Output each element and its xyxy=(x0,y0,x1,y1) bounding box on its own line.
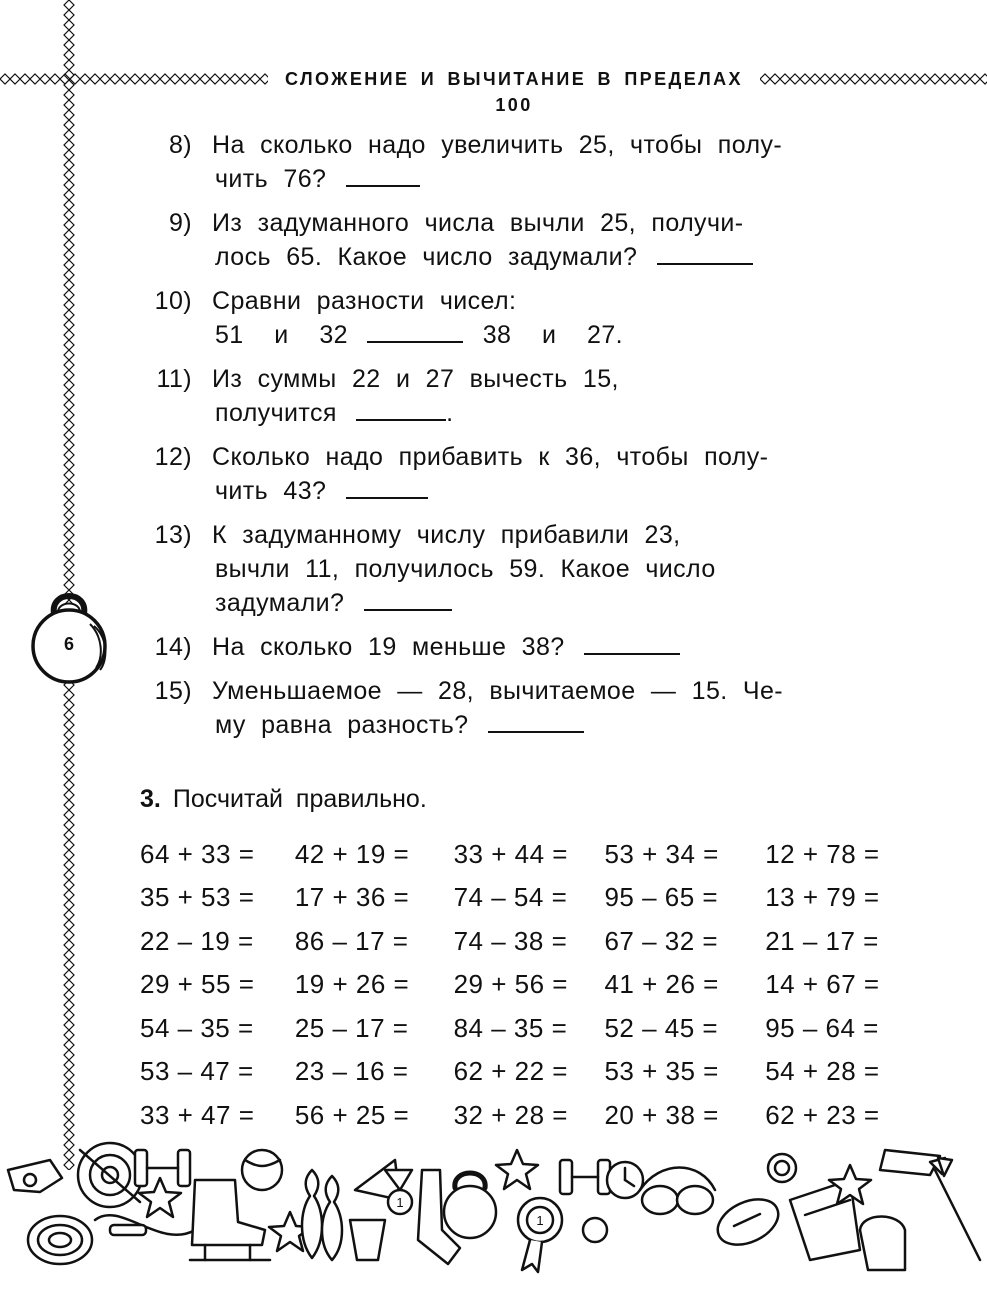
task-text: Сравни разности чисел: xyxy=(212,287,517,315)
equation-row xyxy=(140,919,920,963)
task-text: На сколько 19 меньше 38? xyxy=(212,633,565,661)
equation-grid xyxy=(140,832,920,1137)
equation: 19 + 26 = xyxy=(294,969,410,1000)
answer-blank[interactable] xyxy=(367,319,463,343)
equation: 53 + 34 = xyxy=(604,838,719,869)
dumbbell-icon xyxy=(560,1160,610,1194)
task-text: 38 и 27. xyxy=(482,321,623,349)
answer-blank[interactable] xyxy=(356,397,446,421)
task-number: 15) xyxy=(154,677,192,705)
equation: 54 – 35 = xyxy=(140,1012,254,1043)
task-text: Уменьшаемое — 28, вычитаемое — 15. Че- xyxy=(212,677,784,705)
equation-row xyxy=(140,876,920,920)
equation: 33 + 44 = xyxy=(453,838,568,869)
task-number: 12) xyxy=(154,443,192,471)
section-3-heading xyxy=(140,782,427,816)
whistle-icon xyxy=(8,1160,62,1192)
equation: 64 + 33 = xyxy=(140,838,255,869)
ball-icon xyxy=(242,1150,282,1190)
equation-row xyxy=(140,963,920,1007)
equation: 25 – 17 = xyxy=(294,1012,409,1043)
task-text: К задуманному числу прибавили 23, xyxy=(212,521,681,549)
darts-icon xyxy=(930,1158,980,1260)
equation: 21 – 17 = xyxy=(765,925,879,956)
task-text: 51 и 32 xyxy=(215,321,348,349)
task-text: получится xyxy=(215,399,337,427)
section-title: Посчитай правильно. xyxy=(172,785,427,813)
equation: 29 + 56 = xyxy=(453,969,568,1000)
task-list xyxy=(140,128,900,752)
running-header-title: СЛОЖЕНИЕ И ВЫЧИТАНИЕ В ПРЕДЕЛАХ 100 xyxy=(268,66,760,92)
task-number: 13) xyxy=(154,521,192,549)
task-10 xyxy=(140,284,900,352)
task-text: На сколько надо увеличить 25, чтобы полу- xyxy=(212,131,783,159)
task-text: чить 76? xyxy=(215,165,327,193)
page-number: 6 xyxy=(63,634,74,654)
task-number: 10) xyxy=(154,287,192,315)
rosette-badge-icon xyxy=(518,1198,562,1272)
equation: 41 + 26 = xyxy=(604,969,719,1000)
answer-blank[interactable] xyxy=(346,163,420,187)
badge-number: 1 xyxy=(536,1213,544,1228)
task-text: Сколько надо прибавить к 36, чтобы полу- xyxy=(212,443,769,471)
stopwatch-icon xyxy=(607,1162,643,1198)
equation: 22 – 19 = xyxy=(140,925,254,956)
task-number: 14) xyxy=(154,633,192,661)
task-text: Из задуманного числа вычли 25, получи- xyxy=(212,209,744,237)
equation: 35 + 53 = xyxy=(140,882,255,913)
tennis-ball-icon xyxy=(583,1218,607,1242)
equation: 20 + 38 = xyxy=(604,1099,719,1130)
kettlebell-icon xyxy=(444,1173,496,1238)
task-14 xyxy=(140,630,900,664)
equation: 17 + 36 = xyxy=(294,882,410,913)
equation: 62 + 22 = xyxy=(453,1056,568,1087)
target-icon xyxy=(78,1143,142,1207)
task-number: 11) xyxy=(156,365,192,393)
equation: 32 + 28 = xyxy=(453,1099,568,1130)
rugby-ball-icon xyxy=(711,1190,786,1253)
equation-row xyxy=(140,1050,920,1094)
task-text: Из суммы 22 и 27 вычесть 15, xyxy=(212,365,619,393)
task-13 xyxy=(140,518,900,620)
task-11 xyxy=(140,362,900,430)
equation: 86 – 17 = xyxy=(294,925,409,956)
answer-blank[interactable] xyxy=(364,587,452,611)
equation: 52 – 45 = xyxy=(604,1012,719,1043)
bowling-pin-icon xyxy=(302,1170,342,1260)
swim-goggles-icon xyxy=(640,1168,715,1215)
task-8 xyxy=(140,128,900,196)
equation: 84 – 35 = xyxy=(453,1012,568,1043)
equation: 14 + 67 = xyxy=(765,969,880,1000)
task-12 xyxy=(140,440,900,508)
equation: 62 + 23 = xyxy=(765,1099,880,1130)
medal-number: 1 xyxy=(396,1195,404,1210)
equation: 95 – 65 = xyxy=(604,882,719,913)
equation: 42 + 19 = xyxy=(294,838,410,869)
task-9 xyxy=(140,206,900,274)
equation: 53 – 47 = xyxy=(140,1056,254,1087)
equation-row xyxy=(140,832,920,876)
equation: 12 + 78 = xyxy=(765,838,880,869)
task-text: чить 43? xyxy=(215,477,327,505)
task-text: му равна разность? xyxy=(215,711,469,739)
task-text: задумали? xyxy=(215,589,345,617)
equation: 54 + 28 = xyxy=(765,1056,880,1087)
answer-blank[interactable] xyxy=(346,475,428,499)
equation-row xyxy=(140,1006,920,1050)
equation: 74 – 54 = xyxy=(453,882,568,913)
equation: 13 + 79 = xyxy=(765,882,880,913)
ice-skate-icon xyxy=(190,1180,270,1260)
answer-blank[interactable] xyxy=(584,631,680,655)
star-icon xyxy=(496,1150,538,1189)
task-text: лось 65. Какое число задумали? xyxy=(215,243,638,271)
jump-rope-icon xyxy=(95,1215,195,1235)
spiral-icon xyxy=(768,1154,796,1182)
sports-doodle-border xyxy=(0,1130,987,1300)
dumbbell-icon xyxy=(135,1150,190,1186)
equation: 67 – 32 = xyxy=(604,925,719,956)
lollipop-icon xyxy=(28,1216,92,1264)
equation: 29 + 55 = xyxy=(140,969,255,1000)
task-text: . xyxy=(446,399,454,427)
equation: 56 + 25 = xyxy=(294,1099,410,1130)
boxing-glove-icon xyxy=(860,1217,905,1271)
equation: 95 – 64 = xyxy=(765,1012,879,1043)
answer-blank[interactable] xyxy=(488,709,584,733)
section-number: 3. xyxy=(140,785,161,813)
equation: 23 – 16 = xyxy=(294,1056,409,1087)
answer-blank[interactable] xyxy=(657,241,753,265)
equation: 53 + 35 = xyxy=(604,1056,719,1087)
task-text: вычли 11, получилось 59. Какое число xyxy=(215,555,716,583)
task-number: 9) xyxy=(168,209,192,237)
equation: 33 + 47 = xyxy=(140,1099,255,1130)
equation: 74 – 38 = xyxy=(453,925,568,956)
margin-chain-ornament xyxy=(58,0,80,1170)
task-15 xyxy=(140,674,900,742)
task-number: 8) xyxy=(168,131,192,159)
